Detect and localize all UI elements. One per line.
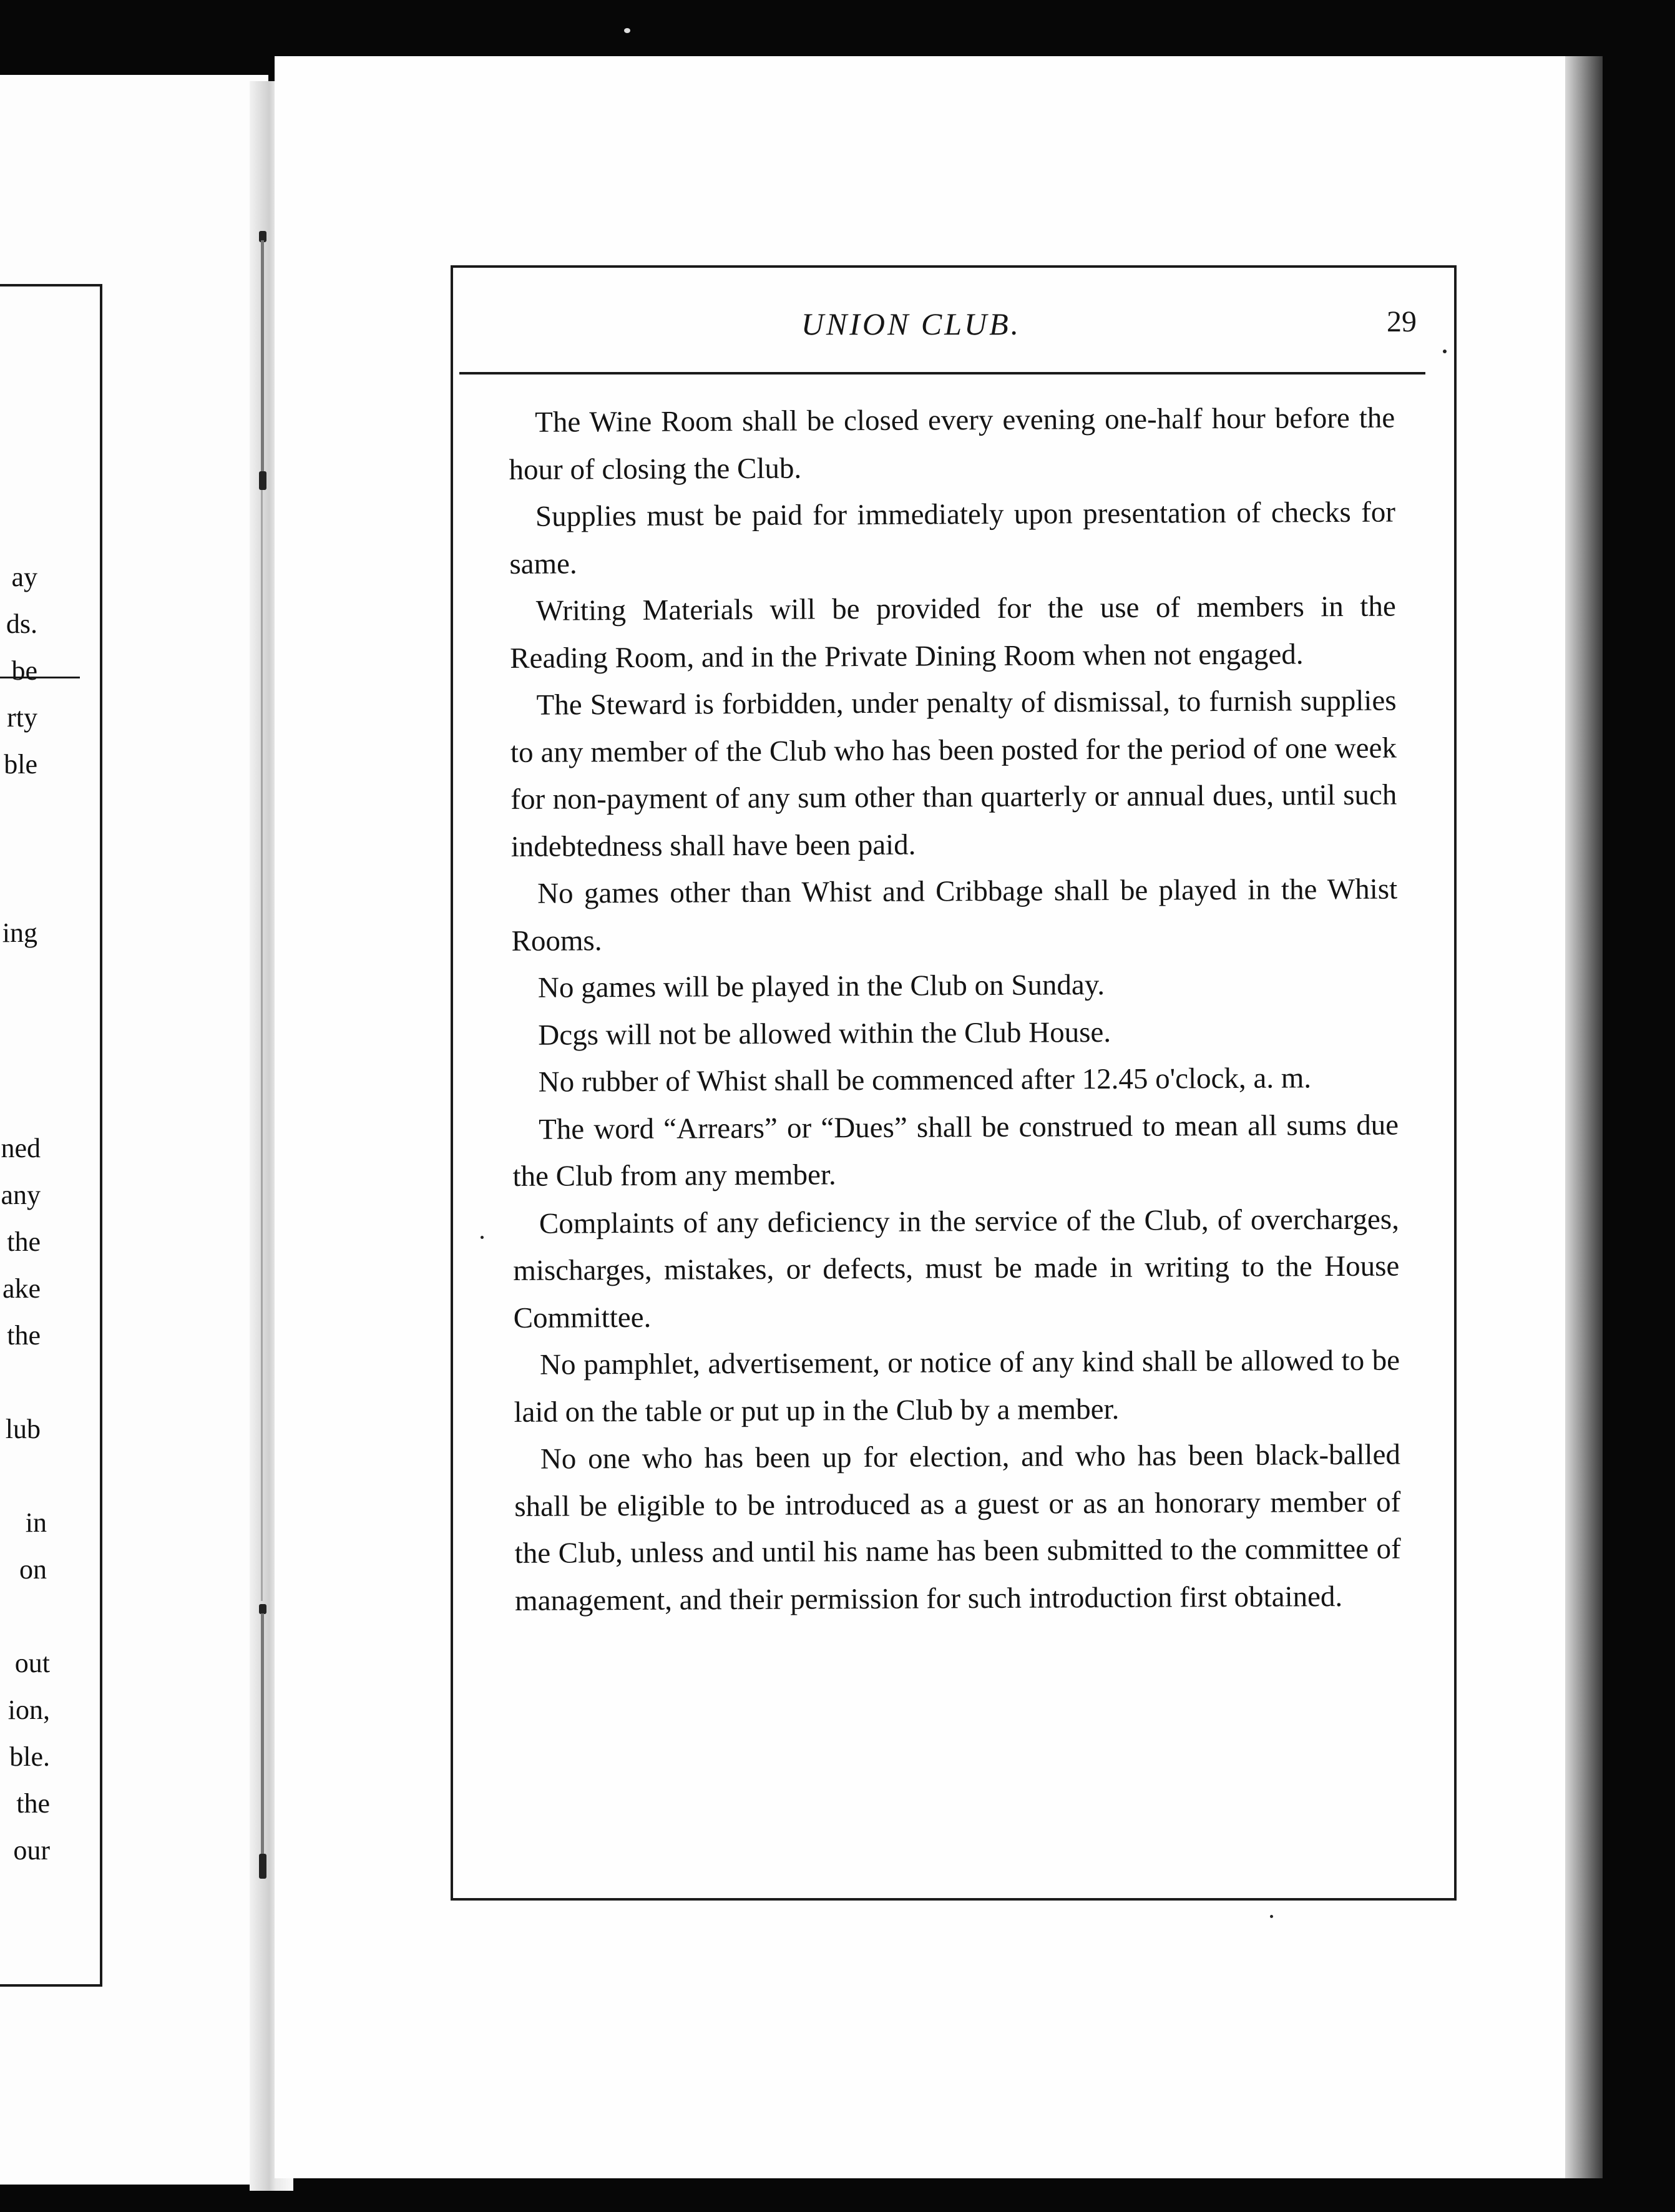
paragraph: Writing Materials will be provided for the use of members in the Reading Room, and in the Private Dining Room when not engaged. <box>510 590 1396 675</box>
left-fragment: the <box>7 1320 41 1351</box>
paragraph: The Steward is forbidden, under penalty of dismissal, to furnish supplies to any member of the Club who has been posted for the period of one week for non-payment of any sum other than quarterly or annual dues, until such indebtedness shall have been paid. <box>510 684 1397 863</box>
paragraph: The word “Arrears” or “Dues” shall be construed to mean all sums due the Club from any member. <box>512 1108 1399 1193</box>
left-facing-page <box>0 75 268 2185</box>
binding-thread <box>261 490 263 1601</box>
left-fragment: out <box>14 1648 50 1678</box>
running-head: UNION CLUB. <box>801 306 1022 341</box>
left-fragment: the <box>7 1226 41 1257</box>
left-fragment: ds. <box>6 609 37 639</box>
left-fragment: in <box>25 1507 47 1538</box>
left-fragment: ion, <box>7 1695 50 1725</box>
left-fragment: our <box>13 1835 50 1866</box>
left-page-frame <box>0 284 102 1987</box>
page-number: 29 <box>1387 305 1417 338</box>
left-fragment: ing <box>2 918 37 948</box>
scan-speck <box>624 28 630 33</box>
paragraph: The Wine Room shall be closed every evening one-half hour before the hour of closing the Club. <box>509 401 1395 486</box>
paragraph: No one who has been up for election, and who has been black-balled shall be eligible to be introduced as a guest or as an honorary member of the Club, unless and until his name has been submitted to the committee of management, and their permission for such introduction first obtained. <box>514 1438 1401 1617</box>
page-edge-shadow <box>1565 56 1603 2178</box>
left-fragment: on <box>19 1554 47 1585</box>
stitch-mark <box>259 1854 266 1879</box>
left-fragment: ned <box>1 1133 41 1163</box>
left-fragment: the <box>16 1788 50 1819</box>
left-fragment: any <box>1 1180 41 1210</box>
left-fragment: lub <box>5 1414 41 1444</box>
left-fragment: ble. <box>9 1741 50 1772</box>
left-fragment: ble <box>4 749 37 780</box>
scan-speck <box>1270 1915 1273 1918</box>
paragraph: No rubber of Whist shall be commenced after 12.45 o'clock, a. m. <box>538 1062 1312 1099</box>
binding-thread <box>261 240 264 484</box>
stitch-mark <box>259 1604 266 1614</box>
stitch-mark <box>259 471 266 490</box>
header-rule <box>459 372 1425 374</box>
paragraph: Complaints of any deficiency in the service of the Club, of overcharges, mischarges, mistakes, or defects, must be made in writing to the House Committee. <box>513 1203 1400 1334</box>
binding-thread <box>261 1613 264 1860</box>
paragraph: No games will be played in the Club on Sunday. <box>537 969 1105 1004</box>
left-fragment: rty <box>7 702 37 733</box>
paragraph: No pamphlet, advertisement, or notice of any kind shall be allowed to be laid on the table or put up in the Club by a member. <box>514 1344 1400 1429</box>
left-page-text-fragments <box>0 286 100 1984</box>
left-fragment: ay <box>11 562 37 592</box>
scan-speck <box>1443 350 1447 353</box>
paragraph: Supplies must be paid for immediately upon presentation of checks for same. <box>509 496 1396 580</box>
paragraph: No games other than Whist and Cribbage shall be played in the Whist Rooms. <box>511 873 1398 957</box>
left-fragment: ake <box>2 1273 41 1304</box>
scan-speck <box>481 1236 484 1239</box>
rules-body-text <box>509 395 1401 1625</box>
paragraph: Dcgs will not be allowed within the Club House. <box>538 1015 1111 1052</box>
left-fragment: be <box>11 655 37 686</box>
